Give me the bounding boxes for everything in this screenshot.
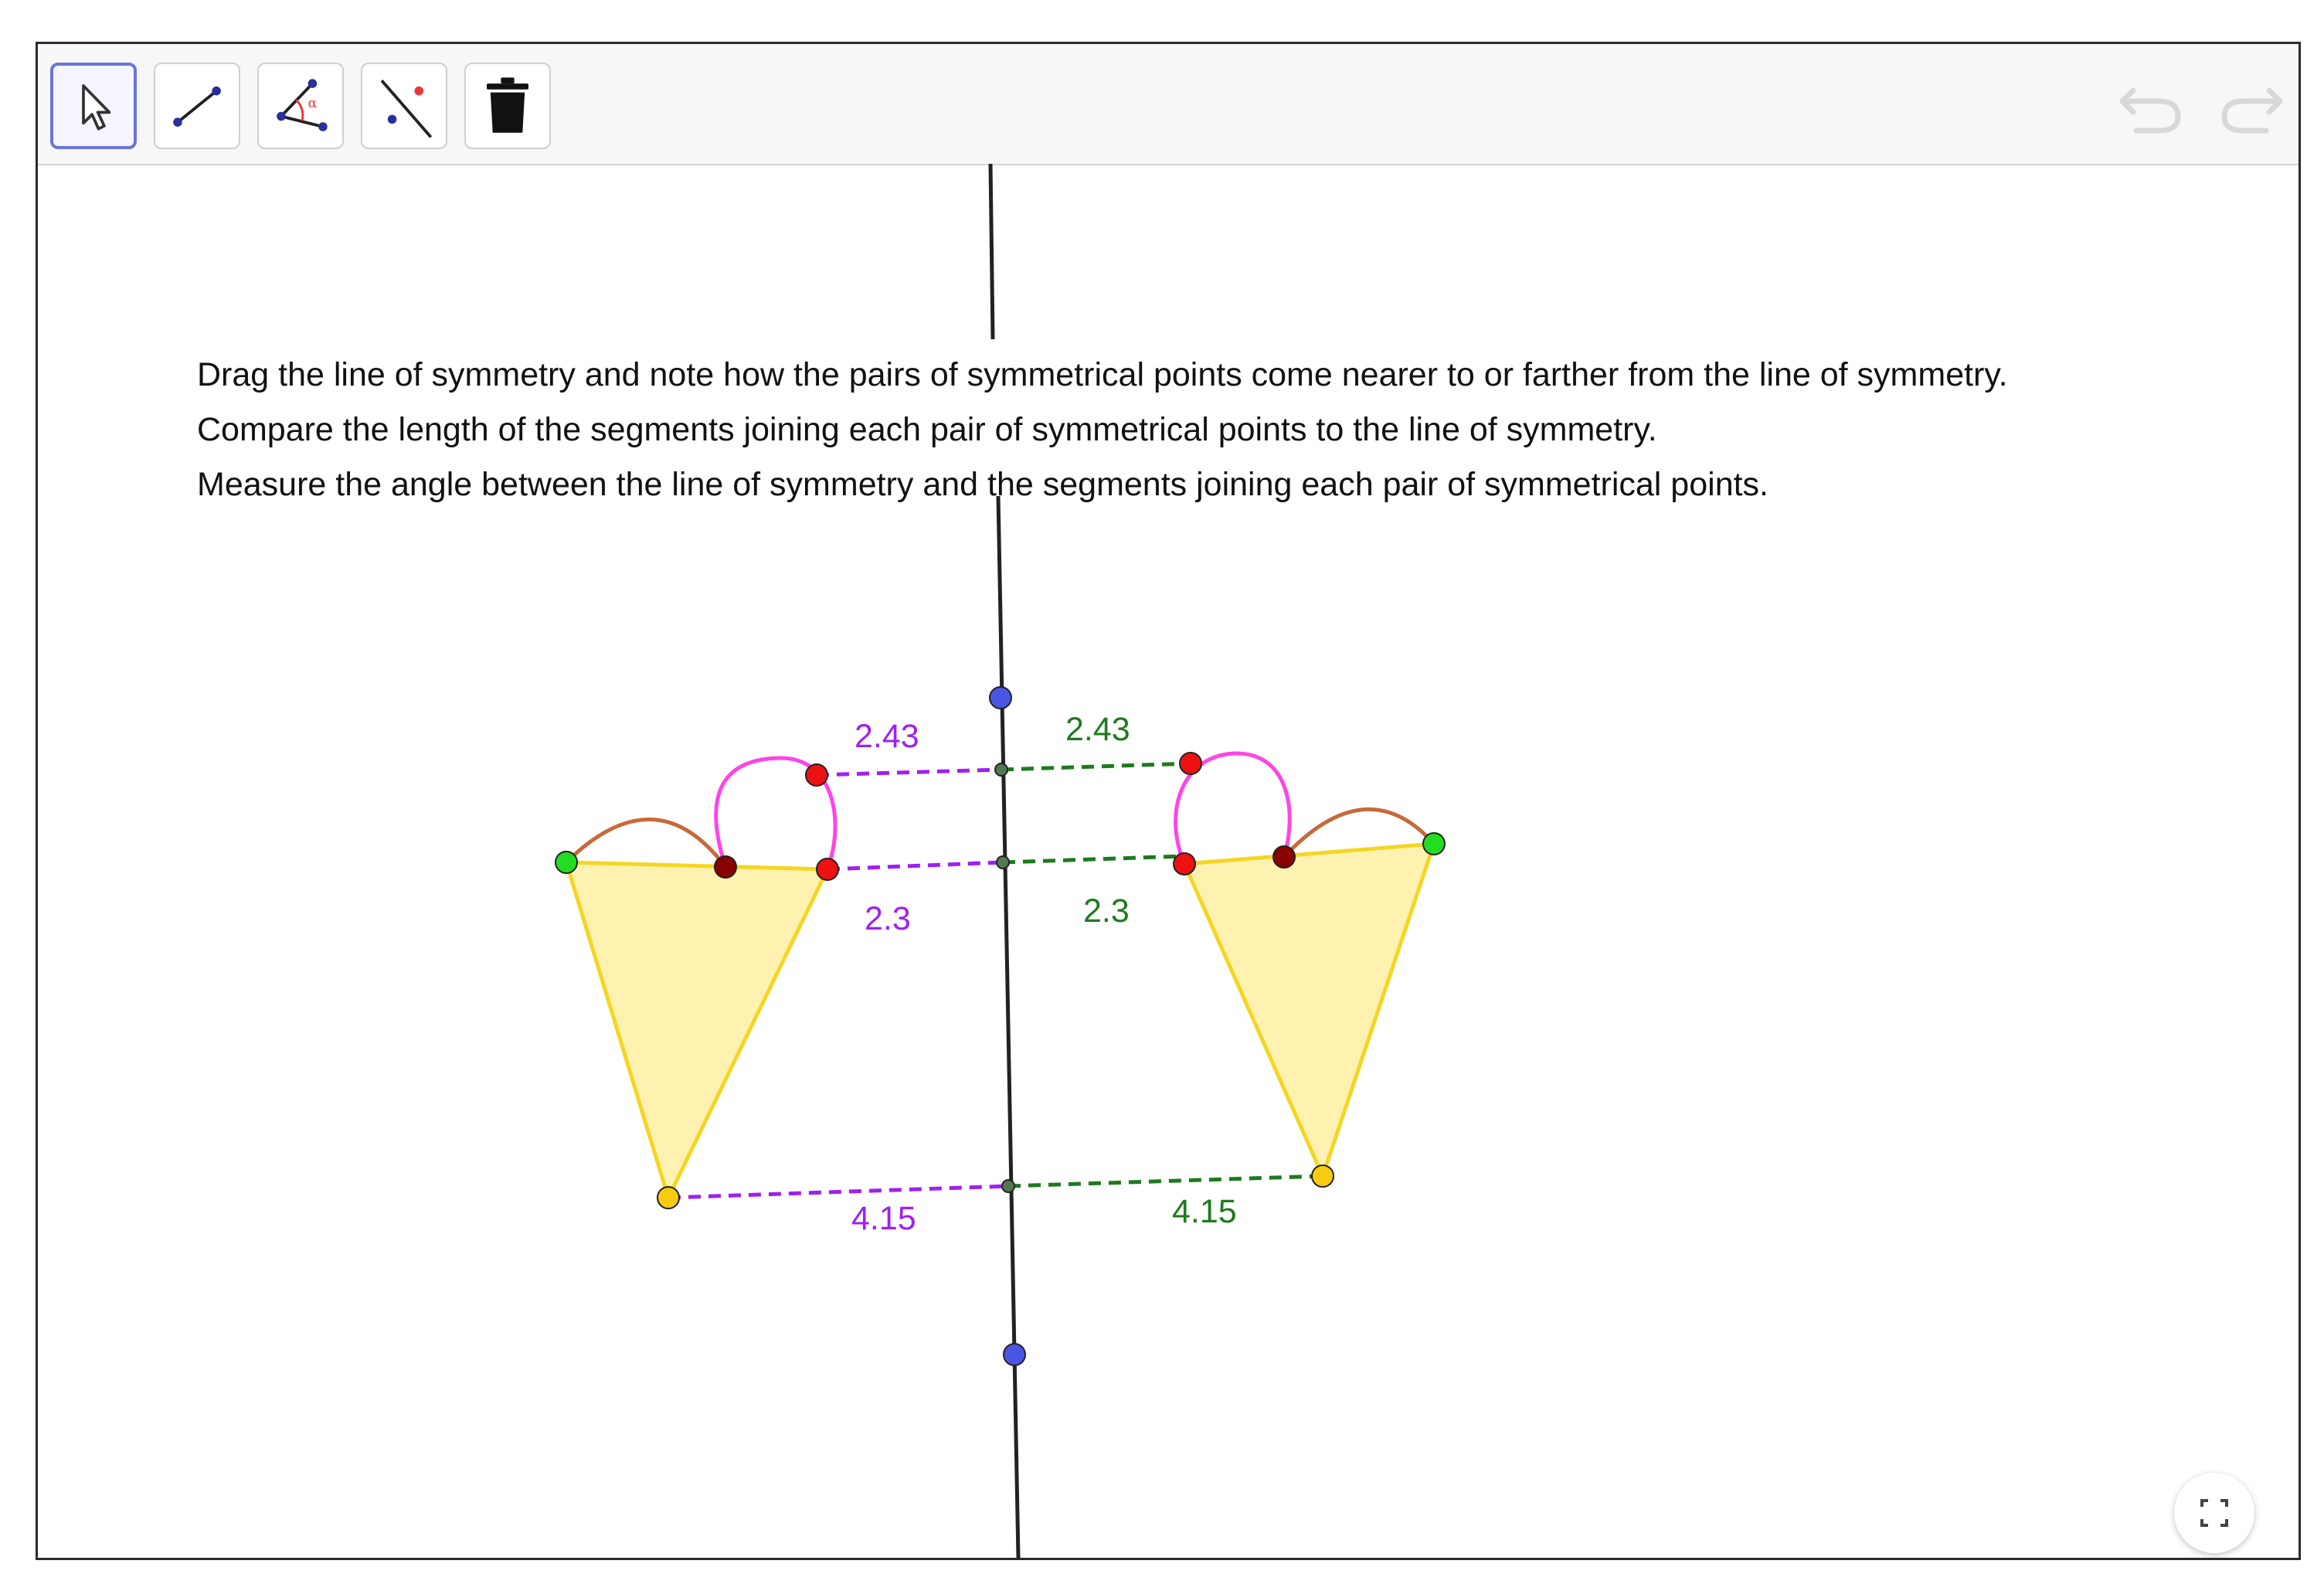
move-tool-button[interactable] (50, 63, 137, 149)
line-point-top[interactable] (990, 687, 1011, 709)
move-arrow-icon (53, 66, 134, 146)
undo-button[interactable] (2113, 75, 2187, 140)
delete-tool-button[interactable] (464, 63, 551, 149)
left-red-point-top[interactable] (806, 764, 827, 786)
symmetry-line[interactable] (998, 496, 1018, 1558)
trash-icon (466, 64, 549, 148)
right-triangle[interactable] (1184, 844, 1434, 1176)
right-bottom-distance-label: 4.15 (1172, 1193, 1237, 1230)
instruction-line-1: Drag the line of symmetry and note how the pairs of symmetrical points come nearer to or farther from the line of symmetry. (197, 356, 2008, 393)
instructions-text (197, 348, 2268, 512)
instruction-line-2: Compare the length of the segments joining each pair of symmetrical points to the line of symmetry. (197, 411, 1657, 448)
fullscreen-icon (2174, 1473, 2254, 1553)
symmetry-line-top[interactable] (990, 164, 993, 339)
line-point-bottom[interactable] (1004, 1344, 1025, 1365)
left-bottom-distance-label: 4.15 (851, 1200, 916, 1237)
instruction-line-3: Measure the angle between the line of symmetry and the segments joining each pair of symmetrical points. (197, 466, 1768, 503)
segment-icon (155, 64, 239, 148)
angle-tool-button[interactable] (257, 63, 344, 149)
left-darkred-point[interactable] (715, 856, 736, 878)
fullscreen-button[interactable] (2174, 1473, 2254, 1553)
right-top-distance-label: 2.43 (1065, 711, 1130, 748)
toolbar (38, 44, 2299, 165)
angle-icon (259, 64, 342, 148)
right-darkred-point[interactable] (1273, 846, 1295, 868)
redo-icon (2215, 75, 2289, 140)
left-red-point-middle[interactable] (817, 858, 838, 880)
svg-text:α: α (307, 95, 318, 111)
left-bottom-segment (668, 1186, 1008, 1198)
reflect-tool-button[interactable] (361, 63, 447, 149)
left-yellow-point[interactable] (657, 1187, 679, 1209)
left-handle-arc (566, 819, 725, 867)
right-middle-distance-label: 2.3 (1083, 892, 1130, 930)
midpoint-bottom (1002, 1180, 1014, 1192)
left-triangle[interactable] (566, 862, 827, 1198)
right-middle-segment (1003, 856, 1184, 862)
undo-icon (2113, 75, 2187, 140)
geogebra-applet (36, 42, 2301, 1560)
right-red-point-middle[interactable] (1174, 853, 1195, 875)
left-top-segment (817, 770, 1001, 775)
right-red-point-top[interactable] (1180, 753, 1201, 774)
left-green-point[interactable] (556, 852, 577, 873)
midpoint-middle (997, 856, 1009, 869)
midpoint-top (995, 763, 1007, 776)
reflect-line-icon (362, 64, 446, 148)
left-middle-distance-label: 2.3 (865, 900, 911, 937)
left-top-distance-label: 2.43 (855, 718, 919, 755)
left-middle-segment (827, 862, 1003, 869)
right-green-point[interactable] (1423, 833, 1445, 855)
right-top-segment (1001, 763, 1191, 770)
right-yellow-point[interactable] (1312, 1165, 1334, 1187)
segment-tool-button[interactable] (154, 63, 240, 149)
right-bottom-segment (1008, 1176, 1323, 1186)
redo-button[interactable] (2215, 75, 2289, 140)
